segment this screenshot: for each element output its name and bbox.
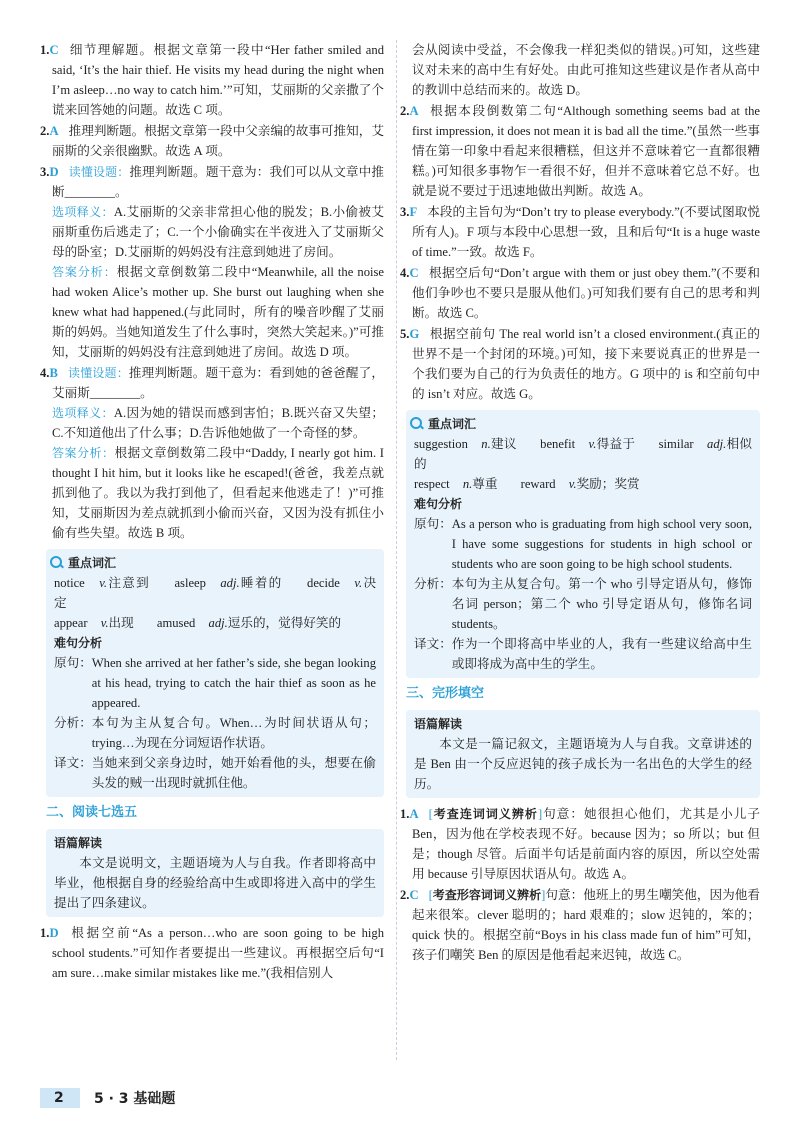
magnifier-icon (50, 556, 64, 570)
category-tag: [考查形容词词义辨析] (428, 888, 546, 902)
continued-text: 会从阅读中受益，不会像我一样犯类似的错误。)可知，这些建议对未来的高中生有好处。由此可推知这些建议是作者从高中的教训中总结而来的。故选 D。 (412, 43, 760, 97)
hard-sentence-title: 难句分析 (54, 636, 103, 650)
item-number: 1. (40, 926, 50, 940)
answer-letter: D (49, 926, 59, 940)
vocab-entry: similar adj.相似的 (414, 437, 752, 471)
item-number: 4. (40, 366, 50, 380)
series-title: 5 · 3 基础题 (94, 1091, 176, 1107)
answer-item (400, 202, 760, 262)
answer-letter: C (49, 43, 59, 57)
label: 读懂设题： (67, 366, 129, 380)
label: 读懂设题： (68, 165, 130, 179)
answer-item (40, 363, 384, 543)
label: 选项释义： (52, 406, 114, 420)
page-number: 2 (40, 1088, 80, 1108)
question-text: 推理判断题。题干意为：我们可以从文章中推断________。 (52, 165, 384, 199)
vocab-box (406, 410, 760, 678)
answer-letter: B (49, 366, 58, 380)
analysis-text: 根据文章倒数第二段中“Daddy, I nearly got him. I thought I hit him, but it looks like he escaped!(爸爸，我差点就抓到他了。我以为我打到他了，但看起来他逃走了！)”可推知，艾丽斯因为差点就抓到小偷而兴奋，又因为没有抓住小偷有些失望。故选 B 项。 (52, 446, 384, 540)
answer-item (400, 101, 760, 201)
summary-title: 语篇解读 (414, 717, 463, 731)
vocab-entry: appear v.出现 (54, 616, 134, 630)
vocab-box (46, 549, 384, 797)
vocab-line (414, 434, 752, 474)
answer-item (400, 324, 760, 404)
explanation: 根据本段倒数第二句“Although something seems bad at the first impression, it does not mean it is bad all the time.”(虽然一些事情在第一印象中看起来很糟糕，但这并不意味着它一直都很糟糕。)可知很多事物乍一看很不好，但并不意味着它总不好。也就是说不要过于迅速地做出判断。故选 A。 (412, 104, 760, 198)
page-footer (40, 1088, 175, 1108)
label: 答案分析： (52, 265, 117, 279)
vocab-entry: amused adj.逗乐的，觉得好笑的 (156, 616, 342, 630)
magnifier-icon (410, 417, 424, 431)
label: 选项释义： (52, 205, 114, 219)
item-number: 4. (400, 266, 410, 280)
item-number: 2. (400, 888, 410, 902)
section-heading: 二、阅读七选五 (46, 805, 138, 820)
summary-box (406, 710, 760, 798)
explanation: 根据空前句 The real world isn’t a closed environment.(真正的世界不是一个封闭的环境。)可知，接下来要说真正的世界是一个我们要为自己的行为负责任的地方。G 项中的 is 和空前句中的 isn’t 对应。故选 G。 (412, 327, 760, 401)
original-sentence: 原句： As a person who is graduating from high school very soon, I have some suggestions for students in high school or students who are soon going to be high school students. (414, 517, 752, 571)
answer-item (400, 885, 760, 965)
explanation: 根据空前“As a person…who are soon going to be high school students.”可知作者要提出一些建议。再根据空后句“I am sure…make similar mistakes like me.”(我相信别人 (52, 926, 384, 980)
vocab-line (414, 474, 752, 494)
category-tag: [考查连词词义辨析] (428, 807, 543, 821)
vocab-entry: benefit v.得益于 (540, 437, 636, 451)
vocab-entry: reward v.奖励；奖赏 (520, 477, 640, 491)
answer-item (400, 804, 760, 884)
vocab-entry: respect n.尊重 (414, 477, 498, 491)
item-number: 1. (400, 807, 410, 821)
vocab-entry: notice v.注意到 (54, 576, 150, 590)
answer-letter: A (409, 807, 419, 821)
vocab-line (54, 573, 376, 613)
item-number: 1. (40, 43, 50, 57)
item-number: 3. (400, 205, 410, 219)
options-text: A.因为她的错误而感到害怕；B.既兴奋又失望；C.不知道他出了什么事；D.告诉他她做了一个奇怪的梦。 (52, 406, 384, 440)
question-text: 推理判断题。题干意为：看到她的爸爸醒了，艾丽斯________。 (52, 366, 384, 400)
answer-letter: D (49, 165, 59, 179)
vocab-entry: asleep adj.睡着的 (174, 576, 283, 590)
explanation: 句意：她很担心他们，尤其是小儿子 Ben，因为他在学校表现不好。because 因为；so 所以；but 但是；though 尽管。后面半句话是前面内容的原因，所以空处需用 because 引导原因状语从句。故选 A。 (412, 807, 760, 881)
answer-letter: G (409, 327, 420, 341)
left-column (40, 40, 384, 984)
sentence-analysis: 分析： 本句为主从复合句。第一个 who 引导定语从句，修饰名词 person；第二个 who 引导定语从句，修饰名词 students。 (414, 577, 752, 631)
answer-letter: C (409, 888, 419, 902)
column-divider (396, 40, 397, 1060)
vocab-entry: decide v.决定 (54, 576, 377, 610)
item-number: 3. (40, 165, 50, 179)
summary-text: 本文是一篇记叙文，主题语境为人与自我。文章讲述的是 Ben 由一个反应迟钝的孩子成长为一名出色的大学生的经历。 (414, 737, 752, 791)
answer-item (400, 263, 760, 323)
translation: 译文： 当她来到父亲身边时，她开始看他的头，想要在偷头发的贼一出现时就抓住他。 (54, 756, 376, 790)
explanation: 根据空后句“Don’t argue with them or just obey them.”(不要和他们争吵也不要只是服从他们。)可知我们要有自己的思考和判断。故选 C。 (412, 266, 760, 320)
translation: 译文： 作为一个即将高中毕业的人，我有一些建议给高中生或即将成为高中生的学生。 (414, 637, 752, 671)
label: 答案分析： (52, 446, 115, 460)
hard-sentence-title: 难句分析 (414, 497, 463, 511)
explanation: 句意：他班上的男生嘲笑他，因为他看起来很笨。clever 聪明的；hard 艰难的；slow 迟钝的，笨的；quick 快的。根据空前“Boys in his class made fun of him”可知，孩子们嘲笑 Ben 的原因是他看起来迟钝，故选 C。 (412, 888, 760, 962)
answer-item (40, 162, 384, 362)
item-number: 2. (40, 124, 50, 138)
vocab-line (54, 613, 376, 633)
answer-letter: F (409, 205, 418, 219)
sentence-analysis: 分析： 本句为主从复合句。When…为时间状语从句；trying…为现在分词短语作状语。 (54, 716, 376, 750)
explanation: 本段的主旨句为“Don’t try to please everybody.”(不要试图取悦所有人)。F 项与本段中心思想一致，且和后句“It is a huge waste of time.”一致。故选 F。 (412, 205, 760, 259)
summary-box (46, 829, 384, 917)
answer-letter: A (49, 124, 59, 138)
summary-title: 语篇解读 (54, 836, 103, 850)
answer-item (40, 40, 384, 120)
item-number: 2. (400, 104, 410, 118)
answer-letter: C (409, 266, 419, 280)
explanation: 细节理解题。根据文章第一段中“Her father smiled and said, ‘It’s the hair thief. He visits my head during the night when I’m asleep…no way to catch him.’”可知，艾丽斯的父亲撒了个谎来回答她的问题。故选 C 项。 (52, 43, 384, 117)
section-heading: 三、完形填空 (406, 686, 485, 701)
vocab-entry: suggestion n.建议 (414, 437, 517, 451)
answer-item (40, 923, 384, 983)
original-sentence: 原句： When she arrived at her father’s side, she began looking at his head, trying to catch the hair thief as soon as he appeared. (54, 656, 376, 710)
explanation: 推理判断题。根据文章第一段中父亲编的故事可推知，艾丽斯的父亲很幽默。故选 A 项。 (52, 124, 384, 158)
vocab-title: 重点词汇 (428, 417, 477, 431)
summary-text: 本文是说明文，主题语境为人与自我。作者即将高中毕业，他根据自身的经验给高中生或即将进入高中的学生提出了四条建议。 (54, 856, 376, 910)
right-column (400, 40, 760, 966)
answer-letter: A (409, 104, 419, 118)
item-number: 5. (400, 327, 410, 341)
answer-item (40, 121, 384, 161)
vocab-title: 重点词汇 (68, 556, 117, 570)
analysis-text: 根据文章倒数第二段中“Meanwhile, all the noise had woken Alice’s mother up. She burst out laughing when she knew what had happened.(与此同时，所有的噪音吵醒了艾丽斯的妈妈。当她知道发生了什么事时，突然大笑起来。)”可推知，艾丽斯的妈妈没有注意到她进了房间。故选 D 项。 (52, 265, 384, 359)
options-text: A.艾丽斯的父亲非常担心他的脱发；B.小偷被艾丽斯重伤后逃走了；C.一个小偷确实在半夜进入了艾丽斯父母的卧室；D.艾丽斯的妈妈没有注意到她进了房间。 (52, 205, 384, 259)
